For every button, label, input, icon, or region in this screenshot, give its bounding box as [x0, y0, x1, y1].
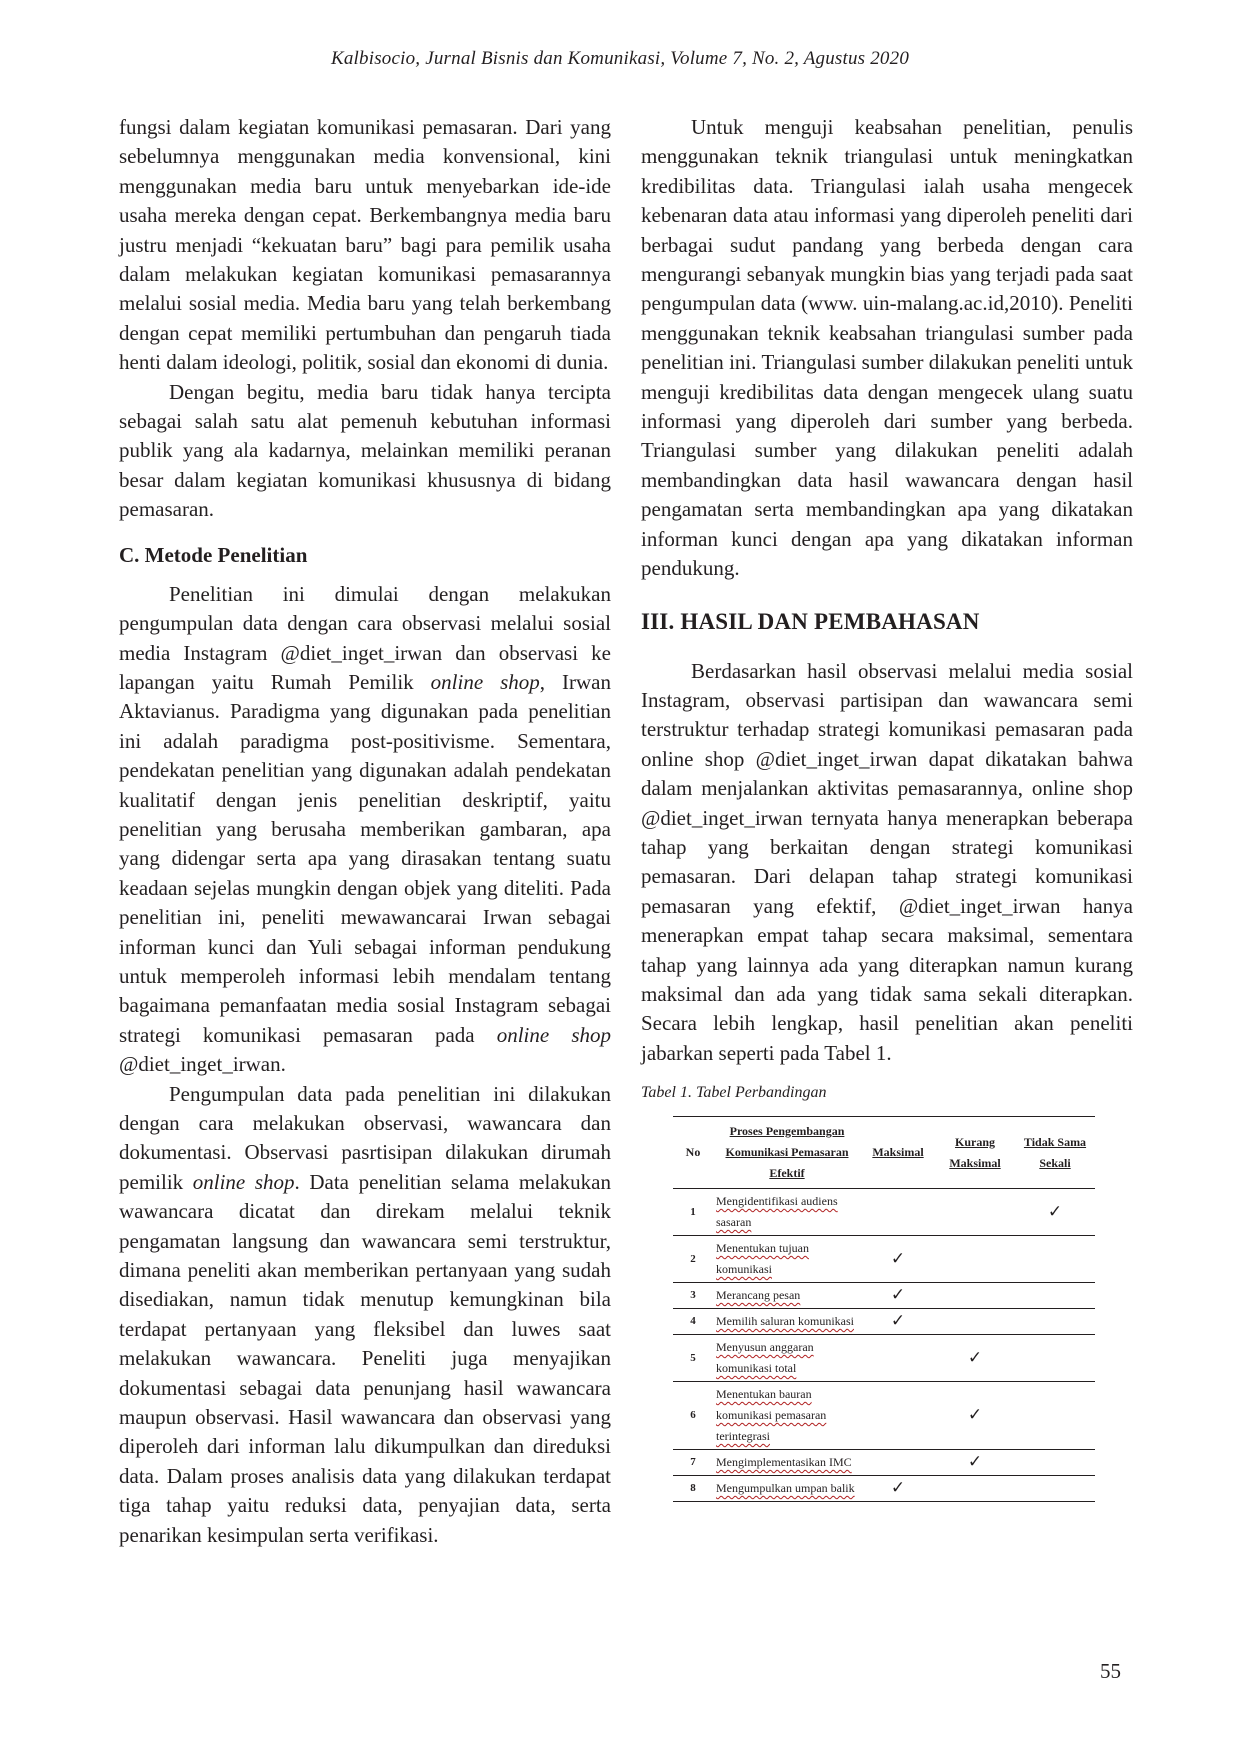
header-tidak-sama-sekali: Tidak Sama Sekali — [1023, 1134, 1087, 1170]
table-row — [673, 1236, 1095, 1283]
row-process: Mengidentifikasi audiens sasaran — [716, 1194, 838, 1230]
row-number: 3 — [690, 1289, 696, 1302]
table-row — [673, 1335, 1095, 1382]
row-process: Menentukan bauran komunikasi pemasaran terintegrasi — [716, 1387, 827, 1444]
table-row — [673, 1476, 1095, 1502]
row-process: Menyusun anggaran komunikasi total — [716, 1340, 814, 1376]
row-process: Memilih saluran komunikasi — [716, 1314, 854, 1329]
check-kurang: ✓ — [967, 1347, 983, 1368]
check-maksimal: ✓ — [890, 1285, 906, 1306]
table-row — [673, 1283, 1095, 1309]
check-tidak — [1015, 1450, 1095, 1476]
row-number: 4 — [690, 1315, 696, 1328]
comparison-table — [673, 1116, 1095, 1502]
check-tidak — [1015, 1283, 1095, 1309]
check-maksimal — [861, 1189, 935, 1236]
running-header: Kalbisocio, Jurnal Bisnis dan Komunikasi, Volume 7, No. 2, Agustus 2020 — [330, 48, 910, 69]
check-kurang — [935, 1236, 1015, 1283]
right-column — [641, 113, 1133, 1502]
section-iii-heading: III. HASIL DAN PEMBAHASAN — [641, 608, 980, 634]
table-row — [673, 1189, 1095, 1236]
check-kurang — [935, 1283, 1015, 1309]
check-tidak — [1015, 1236, 1095, 1283]
header-maksimal: Maksimal — [872, 1145, 924, 1160]
header-no: No — [685, 1145, 701, 1160]
check-tidak — [1015, 1309, 1095, 1335]
check-maksimal — [861, 1382, 935, 1450]
table-row — [673, 1450, 1095, 1476]
check-kurang — [935, 1189, 1015, 1236]
check-kurang: ✓ — [967, 1405, 983, 1426]
row-process: Mengimplementasikan IMC — [716, 1455, 852, 1470]
row-process: Merancang pesan — [716, 1288, 801, 1303]
row-number: 1 — [690, 1205, 696, 1218]
table-row — [673, 1309, 1095, 1335]
header-kurang-maksimal: Kurang Maksimal — [949, 1134, 1001, 1170]
text-span: Penelitian ini dimulai dengan melakukan pengumpulan data dengan cara observasi melalui sosial media Instagram @diet_inget_irwan dan observasi ke lapangan yaitu Rumah Pemilik — [119, 581, 611, 694]
text-span: @diet_inget_irwan. — [119, 1052, 286, 1077]
left-paragraph-3 — [119, 580, 611, 1080]
table-caption: Tabel 1. Tabel Perbandingan — [641, 1084, 827, 1102]
row-number: 2 — [690, 1252, 696, 1265]
italic-term: online shop — [192, 1169, 295, 1194]
section-c-heading: C. Metode Penelitian — [119, 542, 308, 567]
row-number: 7 — [690, 1456, 696, 1469]
left-paragraph-1: fungsi dalam kegiatan komunikasi pemasaran. Dari yang sebelumnya menggunakan media konvensional, kini menggunakan media baru untuk menyebarkan ide-ide usaha mereka dengan cepat. Berkembangnya media baru justru menjadi “kekuatan baru” bagi para pemilik usaha dalam melakukan kegiatan komunikasi pemasarannya melalui sosial media. Media baru yang telah berkembang dengan cepat memiliki pertumbuhan dan pengaruh tiada henti dalam ideologi, politik, sosial dan ekonomi di dunia. — [119, 115, 611, 375]
page-number: 55 — [1100, 1659, 1121, 1683]
right-paragraph-1: Untuk menguji keabsahan penelitian, penulis menggunakan teknik triangulasi untuk meningkatkan kredibilitas data. Triangulasi ialah usaha mengecek kebenaran data atau informasi yang diperoleh peneliti dari berbagai sudut pandang yang berbeda dengan cara mengurangi sebanyak mungkin bias yang terjadi pada saat pengumpulan data (www. uin-malang.ac.id,2010). Peneliti menggunakan teknik keabsahan triangulasi sumber pada penelitian ini. Triangulasi sumber dilakukan peneliti untuk menguji kredibilitas data dengan mengecek ulang suatu informasi yang diperoleh dari sumber yang berbeda. Triangulasi sumber yang dilakukan peneliti adalah membandingkan data hasil wawancara dengan hasil pengamatan serta membandingkan apa yang dikatakan informan kunci dengan apa yang dikatakan informan pendukung. — [641, 115, 1133, 581]
check-maksimal — [861, 1335, 935, 1382]
table-row — [673, 1382, 1095, 1450]
check-kurang: ✓ — [967, 1452, 983, 1473]
right-paragraph-2: Berdasarkan hasil observasi melalui media sosial Instagram, observasi partisipan dan wawancara semi terstruktur terhadap strategi komunikasi pemasaran pada online shop @diet_inget_irwan dapat dikatakan bahwa dalam menjalankan aktivitas pemasarannya, online shop @diet_inget_irwan ternyata hanya menerapkan beberapa tahap yang berkaitan dengan strategi komunikasi pemasaran. Dari delapan tahap strategi komunikasi pemasaran yang efektif, @diet_inget_irwan hanya menerapkan empat tahap secara maksimal, sementara tahap yang lainnya ada yang diterapkan namun kurang maksimal dan ada yang tidak sama sekali diterapkan. Secara lebih lengkap, hasil penelitian akan peneliti jabarkan seperti pada Tabel 1. — [641, 658, 1133, 1065]
row-number: 6 — [690, 1409, 696, 1422]
check-maksimal — [861, 1450, 935, 1476]
check-tidak: ✓ — [1047, 1201, 1063, 1222]
row-process: Mengumpulkan umpan balik — [716, 1481, 855, 1496]
italic-term: online shop — [496, 1022, 611, 1047]
check-kurang — [935, 1309, 1015, 1335]
left-paragraph-4 — [119, 1080, 611, 1551]
check-maksimal: ✓ — [890, 1311, 906, 1332]
italic-term: online shop — [430, 669, 540, 694]
check-tidak — [1015, 1335, 1095, 1382]
check-tidak — [1015, 1476, 1095, 1502]
check-maksimal: ✓ — [890, 1248, 906, 1269]
text-span: . Data penelitian selama melakukan wawancara dicatat dan direkam melalui teknik pengamatan langsung dan wawancara semi terstruktur, dimana peneliti akan memberikan pertanyaan yang sudah disediakan, namun tidak menutup kemungkinan bila terdapat pertanyaan yang fleksibel dan luwes saat melakukan wawancara. Peneliti juga menyajikan dokumentasi sebagai data penunjang hasil wawancara maupun observasi. Hasil wawancara dan observasi yang diperoleh dari informan lalu dikumpulkan dan direduksi data. Dalam proses analisis data yang dilakukan terdapat tiga tahap yaitu reduksi data, penyajian data, serta penarikan kesimpulan serta verifikasi. — [119, 1169, 611, 1547]
check-kurang — [935, 1476, 1015, 1502]
row-number: 5 — [690, 1351, 696, 1364]
row-process: Menentukan tujuan komunikasi — [716, 1241, 809, 1277]
text-span: , Irwan Aktavianus. Paradigma yang digunakan pada penelitian ini adalah paradigma post-positivisme. Sementara, pendekatan penelitian yang digunakan adalah pendekatan kualitatif dengan jenis penelitian deskriptif, yaitu penelitian yang berusaha memberikan gambaran, apa yang didengar serta apa yang dirasakan tentang suatu keadaan sejelas mungkin dengan objek yang diteliti. Pada penelitian ini, peneliti mewawancarai Irwan sebagai informan kunci dan Yuli sebagai informan pendukung untuk memperoleh informasi lebih mendalam tentang bagaimana pemanfaatan media sosial Instagram sebagai strategi komunikasi pemasaran pada — [119, 669, 611, 1047]
check-maksimal: ✓ — [890, 1478, 906, 1499]
left-paragraph-2: Dengan begitu, media baru tidak hanya tercipta sebagai salah satu alat pemenuh kebutuhan informasi publik yang ala kadarnya, melainkan memiliki peranan besar dalam kegiatan komunikasi khususnya di bidang pemasaran. — [119, 379, 611, 522]
text-span: Pengumpulan data pada penelitian ini dilakukan dengan cara melakukan observasi, wawancara dan dokumentasi. Observasi pasrtisipan dilakukan dirumah pemilik — [119, 1081, 611, 1194]
table-header-row — [673, 1117, 1095, 1189]
check-tidak — [1015, 1382, 1095, 1450]
row-number: 8 — [690, 1482, 696, 1495]
left-column — [119, 113, 611, 1550]
header-process: Proses Pengembangan Komunikasi Pemasaran Efektif — [725, 1124, 849, 1181]
